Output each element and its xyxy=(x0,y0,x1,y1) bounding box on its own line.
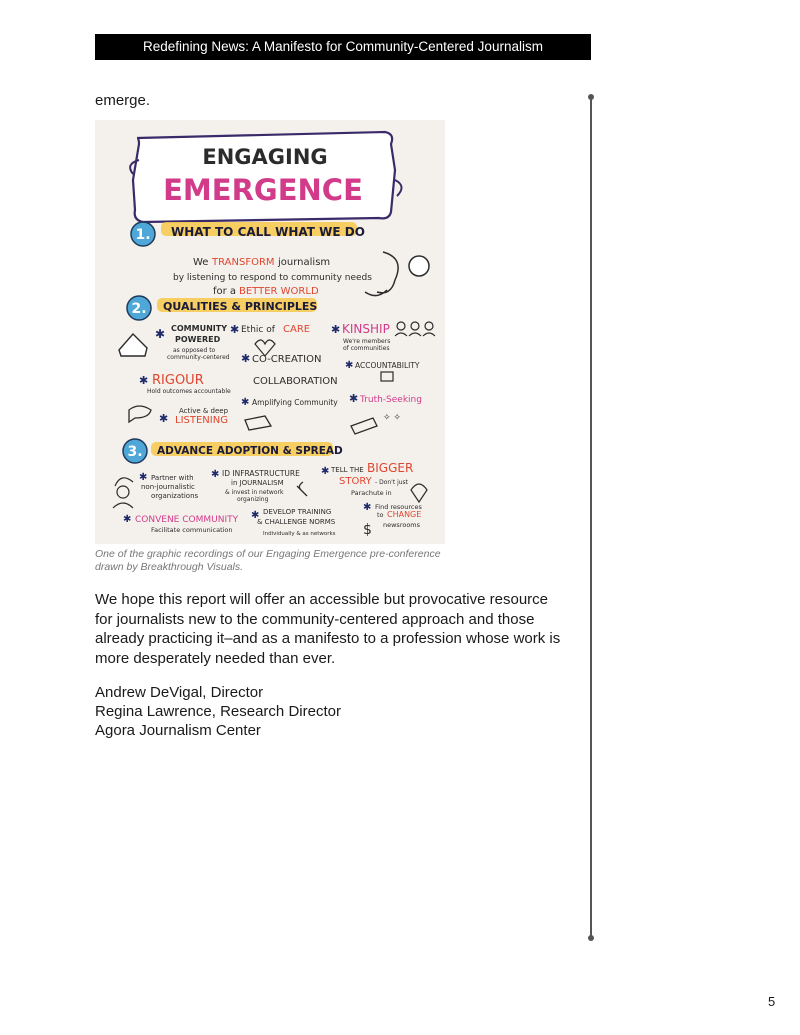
svg-text:✱: ✱ xyxy=(139,472,148,483)
svg-text:✱: ✱ xyxy=(321,466,330,477)
ear-icon xyxy=(377,252,398,293)
dollar-icon: $ xyxy=(363,522,372,538)
s3-dontjust: - Don't just xyxy=(375,479,409,486)
s3-newsrooms: newsrooms xyxy=(383,521,421,529)
page-number: 5 xyxy=(768,994,776,1009)
graphic-recording-figure xyxy=(95,120,445,544)
megaphone-icon xyxy=(245,416,271,430)
s2-hold: Hold outcomes accountable xyxy=(147,388,231,395)
svg-text:✱: ✱ xyxy=(139,374,149,387)
s1-line1a: We xyxy=(193,257,209,268)
s3-develop2: & CHALLENGE NORMS xyxy=(257,518,336,526)
svg-text:✱: ✱ xyxy=(349,392,359,405)
s2-members2: of communities xyxy=(343,345,390,352)
s3-find2: to xyxy=(377,511,384,519)
figure-title-line1: ENGAGING xyxy=(202,145,328,169)
s3-facilitate: Facilitate communication xyxy=(151,526,233,534)
house-icon xyxy=(119,334,147,356)
s3-tell: TELL THE xyxy=(331,466,364,474)
s3-develop1: DEVELOP TRAINING xyxy=(263,508,332,516)
s2-truth: Truth-Seeking xyxy=(360,395,422,405)
speech-bubble-icon xyxy=(129,406,151,422)
svg-text:✱: ✱ xyxy=(211,469,220,480)
s3-id3: & invest in network xyxy=(225,489,284,496)
s3-partner2: non-journalistic xyxy=(141,483,195,491)
s2-cocreation: CO-CREATION xyxy=(252,354,322,365)
svg-text:✱: ✱ xyxy=(345,360,354,371)
svg-text:✱: ✱ xyxy=(123,514,132,525)
s2-number: 2. xyxy=(131,301,147,317)
worker-icon xyxy=(113,478,133,508)
s3-parachute: Parachute in xyxy=(351,489,392,497)
s3-change: CHANGE xyxy=(387,510,422,519)
s2-listening: LISTENING xyxy=(175,415,228,426)
figure-caption: One of the graphic recordings of our Engaging Emergence pre-conference drawn by Breakthrough Visuals. xyxy=(95,548,441,573)
s2-collaboration: COLLABORATION xyxy=(253,376,338,387)
people-icon xyxy=(395,322,435,336)
s1-number: 1. xyxy=(135,227,151,243)
parachute-icon xyxy=(411,484,427,502)
s3-develop3: Individually & as networks xyxy=(263,531,336,537)
s3-id1: ID INFRASTRUCTURE xyxy=(222,469,300,478)
signature-line-1: Andrew DeVigal, Director xyxy=(95,684,264,701)
side-rule-top-dot xyxy=(588,94,594,100)
signature-block xyxy=(95,683,341,740)
svg-text:✱: ✱ xyxy=(155,327,166,341)
svg-text:✱: ✱ xyxy=(241,352,251,365)
s2-opposed2: community-centered xyxy=(167,354,230,361)
s3-bigger: BIGGER xyxy=(367,461,414,475)
s2-opposed1: as opposed to xyxy=(173,347,216,354)
signature-line-2: Regina Lawrence, Research Director xyxy=(95,703,341,720)
clipboard-icon xyxy=(381,372,393,381)
s2-care: CARE xyxy=(283,324,311,335)
lead-text: emerge. xyxy=(95,92,151,109)
s3-id2: in JOURNALISM xyxy=(231,479,284,487)
s3-number: 3. xyxy=(127,444,143,460)
figure-title-line2: EMERGENCE xyxy=(163,173,363,207)
s3-partner1: Partner with xyxy=(151,474,194,482)
wrench-icon xyxy=(297,482,307,496)
s3-find1: Find resources xyxy=(375,503,422,511)
s1-line1c: journalism xyxy=(278,257,331,268)
s2-amplifying: Amplifying Community xyxy=(252,398,338,407)
svg-text:✧ ✧: ✧ ✧ xyxy=(383,413,401,423)
s2-heading: QUALITIES & PRINCIPLES xyxy=(163,300,318,313)
smiley-icon xyxy=(409,256,429,276)
telescope-icon xyxy=(351,418,377,434)
s3-partner3: organizations xyxy=(151,492,199,500)
s2-ethic: Ethic of xyxy=(241,325,275,335)
s1-heading: WHAT TO CALL WHAT WE DO xyxy=(171,225,365,239)
s3-heading: ADVANCE ADOPTION & SPREAD xyxy=(157,445,343,457)
svg-text:✱: ✱ xyxy=(230,323,240,336)
closing-paragraph: We hope this report will offer an accessible but provocative resource for journalists new to the community-centered approach and those already practicing it–and as a manifesto to a profession whose work is more desperately needed than ever. xyxy=(95,591,561,667)
s2-kinship: KINSHIP xyxy=(342,322,390,336)
svg-text:✱: ✱ xyxy=(331,323,341,336)
svg-text:✱: ✱ xyxy=(363,502,372,513)
s2-active: Active & deep xyxy=(179,407,229,415)
s1-line2: by listening to respond to community needs xyxy=(173,273,372,283)
s2-rigour: RIGOUR xyxy=(152,373,204,388)
side-rule-bottom-dot xyxy=(588,935,594,941)
s2-accountability: ACCOUNTABILITY xyxy=(355,361,420,370)
s2-members1: We're members xyxy=(343,338,391,345)
s1-line3a: for a xyxy=(213,286,237,297)
s3-id4: organizing xyxy=(237,496,269,503)
running-header: Redefining News: A Manifesto for Community-Centered Journalism xyxy=(95,34,591,60)
svg-text:✱: ✱ xyxy=(251,510,260,521)
s1-line1b: TRANSFORM xyxy=(212,257,275,268)
signature-line-3: Agora Journalism Center xyxy=(95,722,261,739)
s2-community: COMMUNITY xyxy=(171,324,228,333)
svg-text:✱: ✱ xyxy=(241,397,250,408)
svg-text:✱: ✱ xyxy=(159,412,169,425)
s3-convene: CONVENE COMMUNITY xyxy=(135,515,239,525)
side-rule xyxy=(590,97,592,939)
s3-story: STORY xyxy=(339,476,372,487)
s1-line3b: BETTER WORLD xyxy=(239,286,319,297)
s2-powered: POWERED xyxy=(175,335,221,344)
